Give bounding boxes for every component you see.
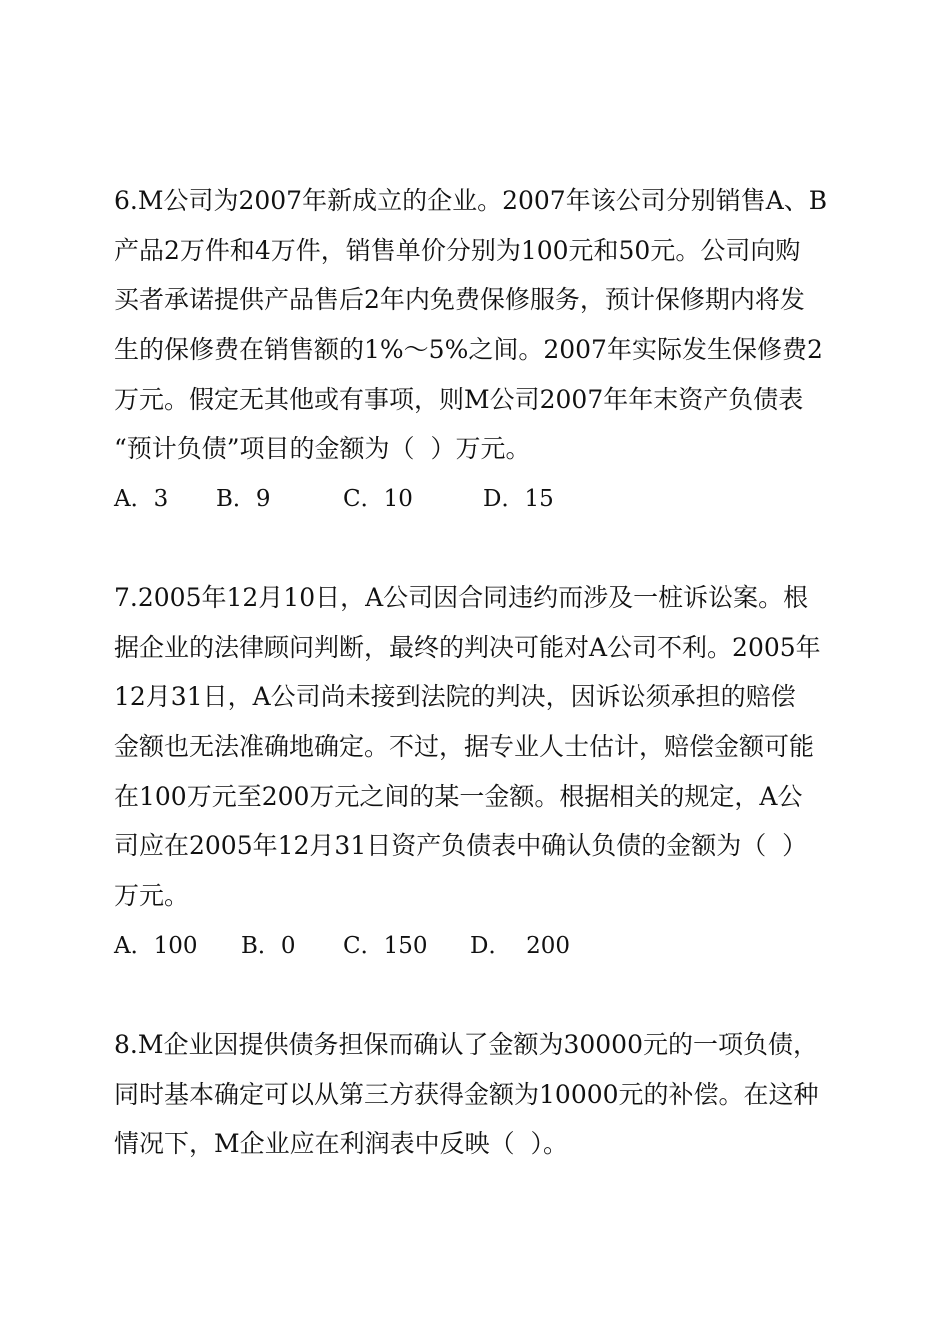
question-7-option-a: A．100 bbox=[114, 933, 198, 959]
question-6-line-1: 6.M公司为2007年新成立的企业。2007年该公司分别销售A、B bbox=[114, 186, 828, 215]
question-6-line-6: “预计负债”项目的金额为（ ）万元。 bbox=[114, 434, 531, 463]
question-6-option-c: C．10 bbox=[343, 486, 413, 512]
question-7-line-5: 在100万元至200万元之间的某一金额。根据相关的规定，A公 bbox=[114, 782, 803, 811]
question-6-option-a: A．3 bbox=[114, 486, 169, 512]
question-7-line-7: 万元。 bbox=[114, 881, 190, 910]
question-8-line-1: 8.M企业因提供债务担保而确认了金额为30000元的一项负债， bbox=[114, 1030, 818, 1059]
question-6-line-2: 产品2万件和4万件，销售单价分别为100元和50元。公司向购 bbox=[114, 236, 801, 265]
question-7-line-1: 7.2005年12月10日，A公司因合同违约而涉及一桩诉讼案。根 bbox=[114, 583, 809, 612]
question-8-line-3: 情况下，M企业应在利润表中反映（ ）。 bbox=[114, 1129, 568, 1158]
question-7-option-b: B．0 bbox=[241, 933, 296, 959]
question-6-line-5: 万元。假定无其他或有事项，则M公司2007年年末资产负债表 bbox=[114, 385, 804, 414]
question-7-line-3: 12月31日，A公司尚未接到法院的判决，因诉讼须承担的赔偿 bbox=[114, 682, 796, 711]
question-6-option-b: B．9 bbox=[216, 486, 271, 512]
question-7-option-c: C．150 bbox=[343, 933, 428, 959]
question-7-line-4: 金额也无法准确地确定。不过，据专业人士估计，赔偿金额可能 bbox=[114, 732, 815, 761]
question-7-line-2: 据企业的法律顾问判断，最终的判决可能对A公司不利。2005年 bbox=[114, 633, 821, 662]
question-6-option-d: D．15 bbox=[483, 486, 554, 512]
question-6-line-4: 生的保修费在销售额的1%～5%之间。2007年实际发生保修费2 bbox=[114, 335, 823, 364]
question-6-line-3: 买者承诺提供产品售后2年内免费保修服务，预计保修期内将发 bbox=[114, 285, 805, 314]
question-7-line-6: 司应在2005年12月31日资产负债表中确认负债的金额为（ ） bbox=[114, 831, 808, 860]
question-7-option-d: D． 200 bbox=[470, 933, 570, 959]
question-8-line-2: 同时基本确定可以从第三方获得金额为10000元的补偿。在这种 bbox=[114, 1080, 819, 1109]
